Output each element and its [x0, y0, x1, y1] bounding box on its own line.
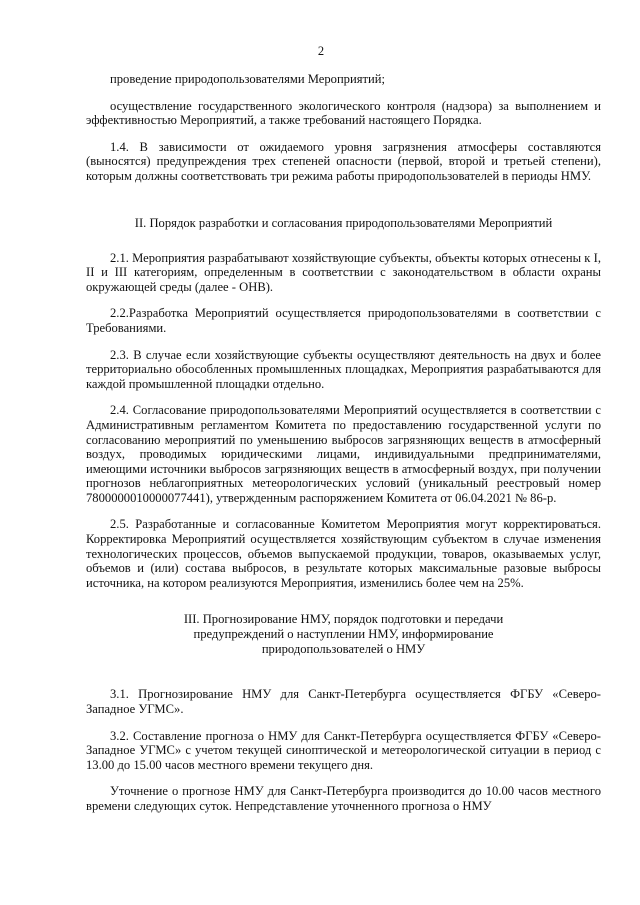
paragraph-2-1: 2.1. Мероприятия разрабатывают хозяйствующие субъекты, объекты которых отнесены к I, II и III категориям, определенным в соответствии с законодательством в области охраны окружающей среды (далее - ОНВ).	[86, 250, 601, 294]
paragraph-2-4: 2.4. Согласование природопользователями Мероприятий осуществляется в соответствии с Административным регламентом Комитета по предоставлению государственной услуги по согласованию мероприятий по уменьшению выбросов загрязняющих веществ в атмосферный воздух, проводимых юридическими лицами, индивидуальными предпринимателями, имеющими источники выбросов загрязняющих веществ в атмосферный воздух, при получении прогнозов неблагоприятных метеорологических условий (уникальный реестровый номер 7800000010000077441), утвержденным распоряжением Комитета от 06.04.2021 № 86-р.	[86, 403, 601, 505]
page-number: 2	[317, 44, 325, 58]
document-body	[86, 72, 601, 826]
section-2-heading: II. Порядок разработки и согласования природопользователями Мероприятий	[134, 215, 553, 230]
paragraph-intro-2: осуществление государственного экологического контроля (надзора) за выполнением и эффективностью Мероприятий, а также требований настоящего Порядка.	[86, 98, 601, 128]
paragraph-intro-1: проведение природопользователями Мероприятий;	[110, 72, 385, 86]
section-3-heading-line: предупреждений о наступлении НМУ, информирование	[193, 627, 494, 642]
section-3-heading-line: природопользователей о НМУ	[261, 642, 426, 657]
paragraph-3-2: 3.2. Составление прогноза о НМУ для Санкт-Петербурга осуществляется ФГБУ «Северо-Западное УГМС» с учетом текущей синоптической и метеорологической ситуации в период с 13.00 до 15.00 часов местного времени текущего дня.	[86, 728, 601, 772]
paragraph-3-2-clarification: Уточнение о прогнозе НМУ для Санкт-Петербурга производится до 10.00 часов местного времени следующих суток. Непредставление уточненного прогноза о НМУ	[86, 784, 601, 813]
paragraph-2-5: 2.5. Разработанные и согласованные Комитетом Мероприятия могут корректироваться. Корректировка Мероприятий осуществляется хозяйствующим субъектом в случае изменения технологических процессов, объемов выпускаемой продукции, товаров, оказываемых услуг, объемов и (или) состава выбросов, в результате которых максимальные разовые выбросы источника, на котором реализуются Мероприятия, изменились более чем на 25%.	[86, 517, 601, 590]
paragraph-1-4: 1.4. В зависимости от ожидаемого уровня загрязнения атмосферы составляются (выносятся) предупреждения трех степеней опасности (первой, второй и третьей степени), которым должны соответствовать три режима работы природопользователей в периоды НМУ.	[86, 139, 601, 183]
section-3-heading-line: III. Прогнозирование НМУ, порядок подготовки и передачи	[183, 612, 504, 627]
paragraph-2-2: 2.2.Разработка Мероприятий осуществляется природопользователями в соответствии с Требованиями.	[86, 306, 601, 335]
paragraph-2-3: 2.3. В случае если хозяйствующие субъекты осуществляют деятельность на двух и более территориально обособленных промышленных площадках, Мероприятия разрабатываются для каждой промышленной площадки отдельно.	[86, 347, 601, 391]
paragraph-3-1: 3.1. Прогнозирование НМУ для Санкт-Петербурга осуществляется ФГБУ «Северо-Западное УГМС».	[86, 687, 601, 717]
section-3-heading	[86, 612, 601, 657]
